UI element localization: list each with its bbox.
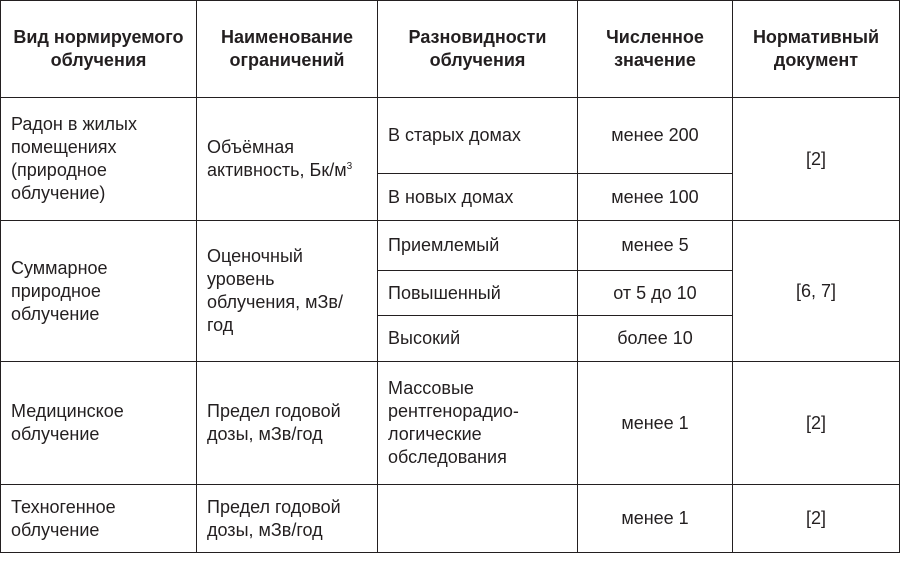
summary-variant-elevated: Повышенный — [378, 271, 578, 316]
technogenic-limit-cell: Предел годовой дозы, мЗв/год — [197, 485, 378, 553]
summary-variant-high: Высокий — [378, 316, 578, 362]
table-row — [1, 362, 900, 485]
summary-variant-acceptable: Приемлемый — [378, 221, 578, 271]
technogenic-value-cell: менее 1 — [578, 485, 733, 553]
radon-value-new: менее 100 — [578, 174, 733, 221]
header-limit-name: Наименование ограничений — [197, 1, 378, 98]
summary-value-acceptable: менее 5 — [578, 221, 733, 271]
header-row — [1, 1, 900, 98]
summary-value-elevated: от 5 до 10 — [578, 271, 733, 316]
summary-limit-cell: Оценочный уровень облучения, мЗв/год — [197, 221, 378, 362]
header-exposure-type: Вид нормируемого облучения — [1, 1, 197, 98]
medical-value-cell: менее 1 — [578, 362, 733, 485]
radon-type-cell: Радон в жилых помещениях (природное облучение) — [1, 98, 197, 221]
radon-limit-cell — [197, 98, 378, 221]
medical-doc-cell: [2] — [733, 362, 900, 485]
medical-type-cell: Медицинское облучение — [1, 362, 197, 485]
summary-doc-cell: [6, 7] — [733, 221, 900, 362]
technogenic-type-cell: Техногенное облучение — [1, 485, 197, 553]
technogenic-doc-cell: [2] — [733, 485, 900, 553]
medical-variant-cell: Массовые рентгенорадио-логические обследования — [378, 362, 578, 485]
table-row — [1, 221, 900, 271]
header-numeric-value: Численное значение — [578, 1, 733, 98]
table-row — [1, 485, 900, 553]
table-row — [1, 98, 900, 174]
summary-value-high: более 10 — [578, 316, 733, 362]
medical-limit-cell: Предел годовой дозы, мЗв/год — [197, 362, 378, 485]
radon-limit-text: Объёмная активность, Бк/м — [207, 137, 347, 180]
radon-variant-old: В старых домах — [378, 98, 578, 174]
header-exposure-variants: Разновидности облучения — [378, 1, 578, 98]
radon-doc-cell: [2] — [733, 98, 900, 221]
radon-variant-new: В новых домах — [378, 174, 578, 221]
summary-type-cell: Суммарное природное облучение — [1, 221, 197, 362]
radon-value-old: менее 200 — [578, 98, 733, 174]
radon-limit-superscript: 3 — [346, 161, 353, 172]
technogenic-variant-cell — [378, 485, 578, 553]
header-normative-document: Нормативный документ — [733, 1, 900, 98]
